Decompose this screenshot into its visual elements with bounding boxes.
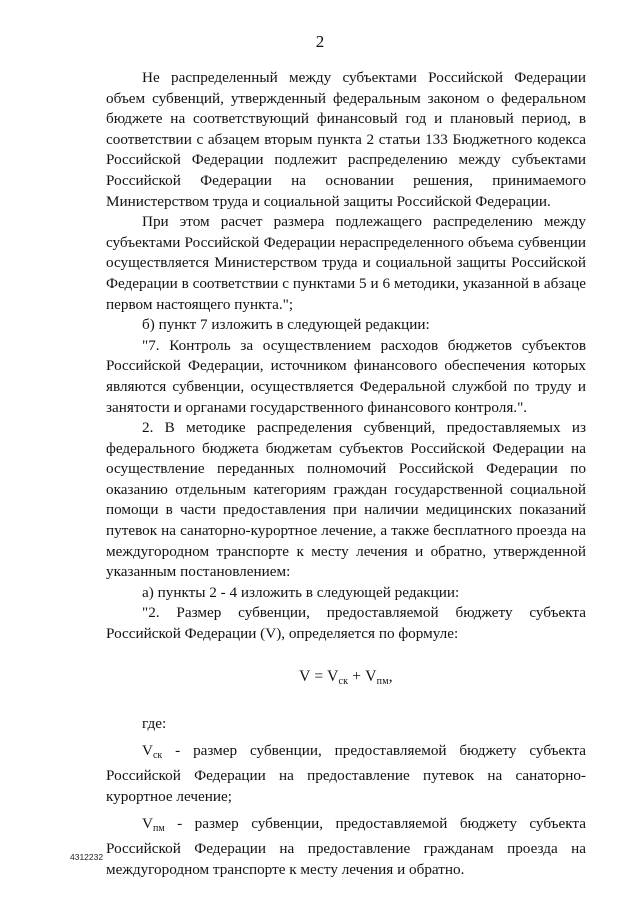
definition-v-pm-text: - размер субвенции, предоставляемой бюджету субъекта Российской Федерации на предоставление гражданам проезда на междугородном транспорте к месту лечения и обратно.: [106, 814, 586, 878]
definition-v-pm-sub: пм: [152, 822, 165, 834]
definition-v-pm: [106, 814, 586, 881]
paragraph-undistributed-subventions: Не распределенный между субъектами Российской Федерации объем субвенций, утвержденный федеральным законом о федеральном бюджете на соответствующий финансовый год и плановый период, в соответствии с абзацем вторым пункта 2 статьи 133 Бюджетного кодекса Российской Федерации подлежит распределению между субъектами Российской Федерации на основании решения, принимаемого Министерством труда и социальной защиты Российской Федерации.: [106, 69, 586, 210]
paragraph-control-clause: "7. Контроль за осуществлением расходов бюджетов субъектов Российской Федерации, источником финансового обеспечения которых являются субвенции, осуществляется Федеральной службой по труду и занятости и органами государственного финансового контроля.".: [106, 336, 586, 416]
definition-v-sk-text: - размер субвенции, предоставляемой бюджету субъекта Российской Федерации на предоставление путевок на санаторно-курортное лечение;: [106, 741, 586, 805]
definition-v-sk-sub: ск: [152, 749, 163, 761]
subvention-formula: [106, 667, 586, 693]
paragraph-methodology-changes: 2. В методике распределения субвенций, предоставляемых из федерального бюджета бюджетам субъектов Российской Федерации на осуществление переданных полномочий Российской Федерации по оказанию отдельным категориям граждан государственной социальной помощи в части предоставления при наличии медицинских показаний путевок на санаторно-курортное лечение, а также бесплатного проезда на междугородном транспорте к месту лечения и обратно, утвержденной указанным постановлением:: [106, 419, 586, 581]
document-code: 4312232: [70, 852, 104, 862]
formula-sub-pm: пм: [376, 675, 389, 687]
paragraph-distribution-calculation: При этом расчет размера подлежащего распределению между субъектами Российской Федерации нераспределенного объема субвенции осуществляется Министерством труда и социальной защиты Российской Федерации в соответствии с пунктами 5 и 6 методики, указанной в абзаце первом настоящего пункта.";: [106, 213, 586, 313]
paragraph-item-a: а) пункты 2 - 4 изложить в следующей редакции:: [142, 583, 460, 601]
page-number: 2: [315, 32, 325, 51]
formula-tail: ,: [388, 667, 393, 685]
where-label: где:: [142, 715, 167, 733]
formula-sub-sk: ск: [338, 675, 349, 687]
definition-v-sk-symbol: V: [142, 741, 153, 759]
formula-lhs: V = V: [299, 667, 339, 685]
paragraph-subvention-size: "2. Размер субвенции, предоставляемой бюджету субъекта Российской Федерации (V), определяется по формуле:: [106, 604, 586, 643]
definition-v-sk: [106, 741, 586, 808]
paragraph-item-b: б) пункт 7 изложить в следующей редакции:: [142, 316, 430, 334]
formula-plus: + V: [348, 667, 377, 685]
document-body: [106, 68, 586, 880]
definition-v-pm-symbol: V: [142, 814, 153, 832]
